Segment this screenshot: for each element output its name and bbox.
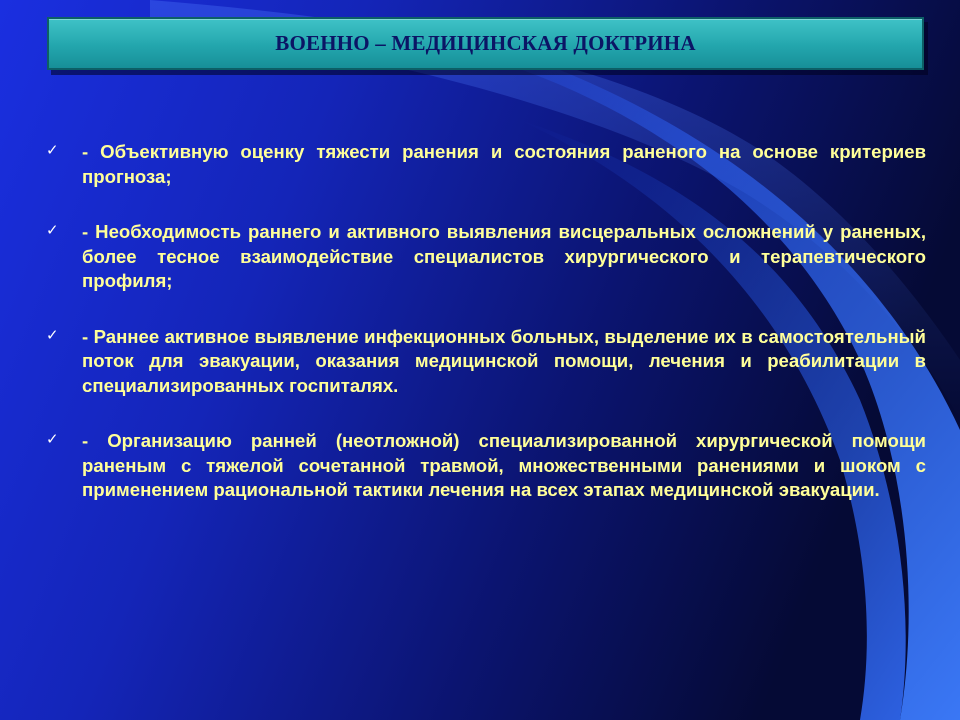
list-item [44,220,926,294]
checkmark-icon: ✓ [46,141,59,159]
checkmark-icon: ✓ [46,221,59,239]
bullet-list [44,140,926,534]
checkmark-icon: ✓ [46,430,59,448]
list-item [44,325,926,399]
list-item [44,429,926,503]
list-item-text: - Необходимость раннего и активного выявления висцеральных осложнений у раненых, более тесное взаимодействие специалистов хирургического и терапевтического профиля; [82,221,926,291]
list-item-text: - Раннее активное выявление инфекционных больных, выделение их в самостоятельный поток для эвакуации, оказания медицинской помощи, лечения и реабилитации в специализированных госпиталях. [82,325,926,396]
title-bar [47,17,924,70]
page-title: ВОЕННО – МЕДИЦИНСКАЯ ДОКТРИНА [275,31,696,55]
list-item-text: - Организацию ранней (неотложной) специализированной хирургической помощи раненым с тяжелой сочетанной травмой, множественными ранениями и шоком с применением рациональной тактики лечения на всех этапах медицинской эвакуации. [82,430,926,500]
checkmark-icon: ✓ [46,325,59,344]
list-item-text: - Объективную оценку тяжести ранения и состояния раненого на основе критериев прогноза; [82,141,926,187]
list-item [44,140,926,189]
